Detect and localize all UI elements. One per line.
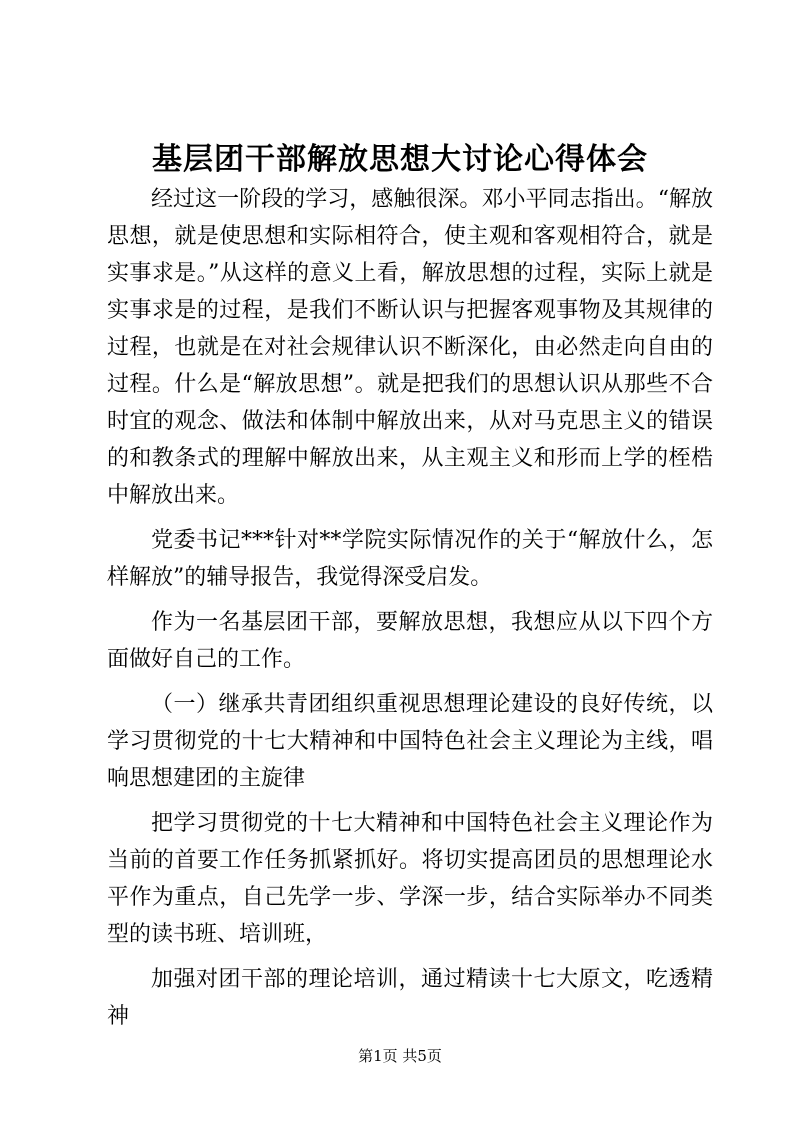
paragraph-5: 把学习贯彻党的十七大精神和中国特色社会主义理论作为当前的首要工作任务抓紧抓好。将切实提高团员的思想理论水平作为重点，自己先学一步、学深一步，结合实际举办不同类型的读书班、培训班， (107, 811, 713, 947)
paragraph-1: 经过这一阶段的学习，感触很深。邓小平同志指出。“解放思想，就是使思想和实际相符合，使主观和客观相符合，就是实事求是。”从这样的意义上看，解放思想的过程，实际上就是实事求是的过程，是我们不断认识与把握客观事物及其规律的过程，也就是在对社会规律认识不断深化，由必然走向自由的过程。什么是“解放思想”。就是把我们的思想认识从那些不合时宜的观念、做法和体制中解放出来，从对马克思主义的错误的和教条式的理解中解放出来，从主观主义和形而上学的桎梏中解放出来。 (107, 187, 713, 508)
document-body (107, 181, 713, 1035)
paragraph-2: 党委书记***针对**学院实际情况作的关于“解放什么，怎样解放”的辅导报告，我觉得深受启发。 (107, 528, 713, 590)
document-title: 基层团干部解放思想大讨论心得体会 (152, 142, 648, 177)
paragraph-3: 作为一名基层团干部，要解放思想，我想应从以下四个方面做好自己的工作。 (107, 610, 713, 672)
paragraph-4: （一）继承共青团组织重视思想理论建设的良好传统，以学习贯彻党的十七大精神和中国特色社会主义理论为主线，唱响思想建团的主旋律 (107, 692, 713, 791)
page-footer: 第1页 共5页 (358, 1047, 442, 1065)
paragraph-6: 加强对团干部的理论培训，通过精读十七大原文，吃透精神 (107, 967, 713, 1029)
